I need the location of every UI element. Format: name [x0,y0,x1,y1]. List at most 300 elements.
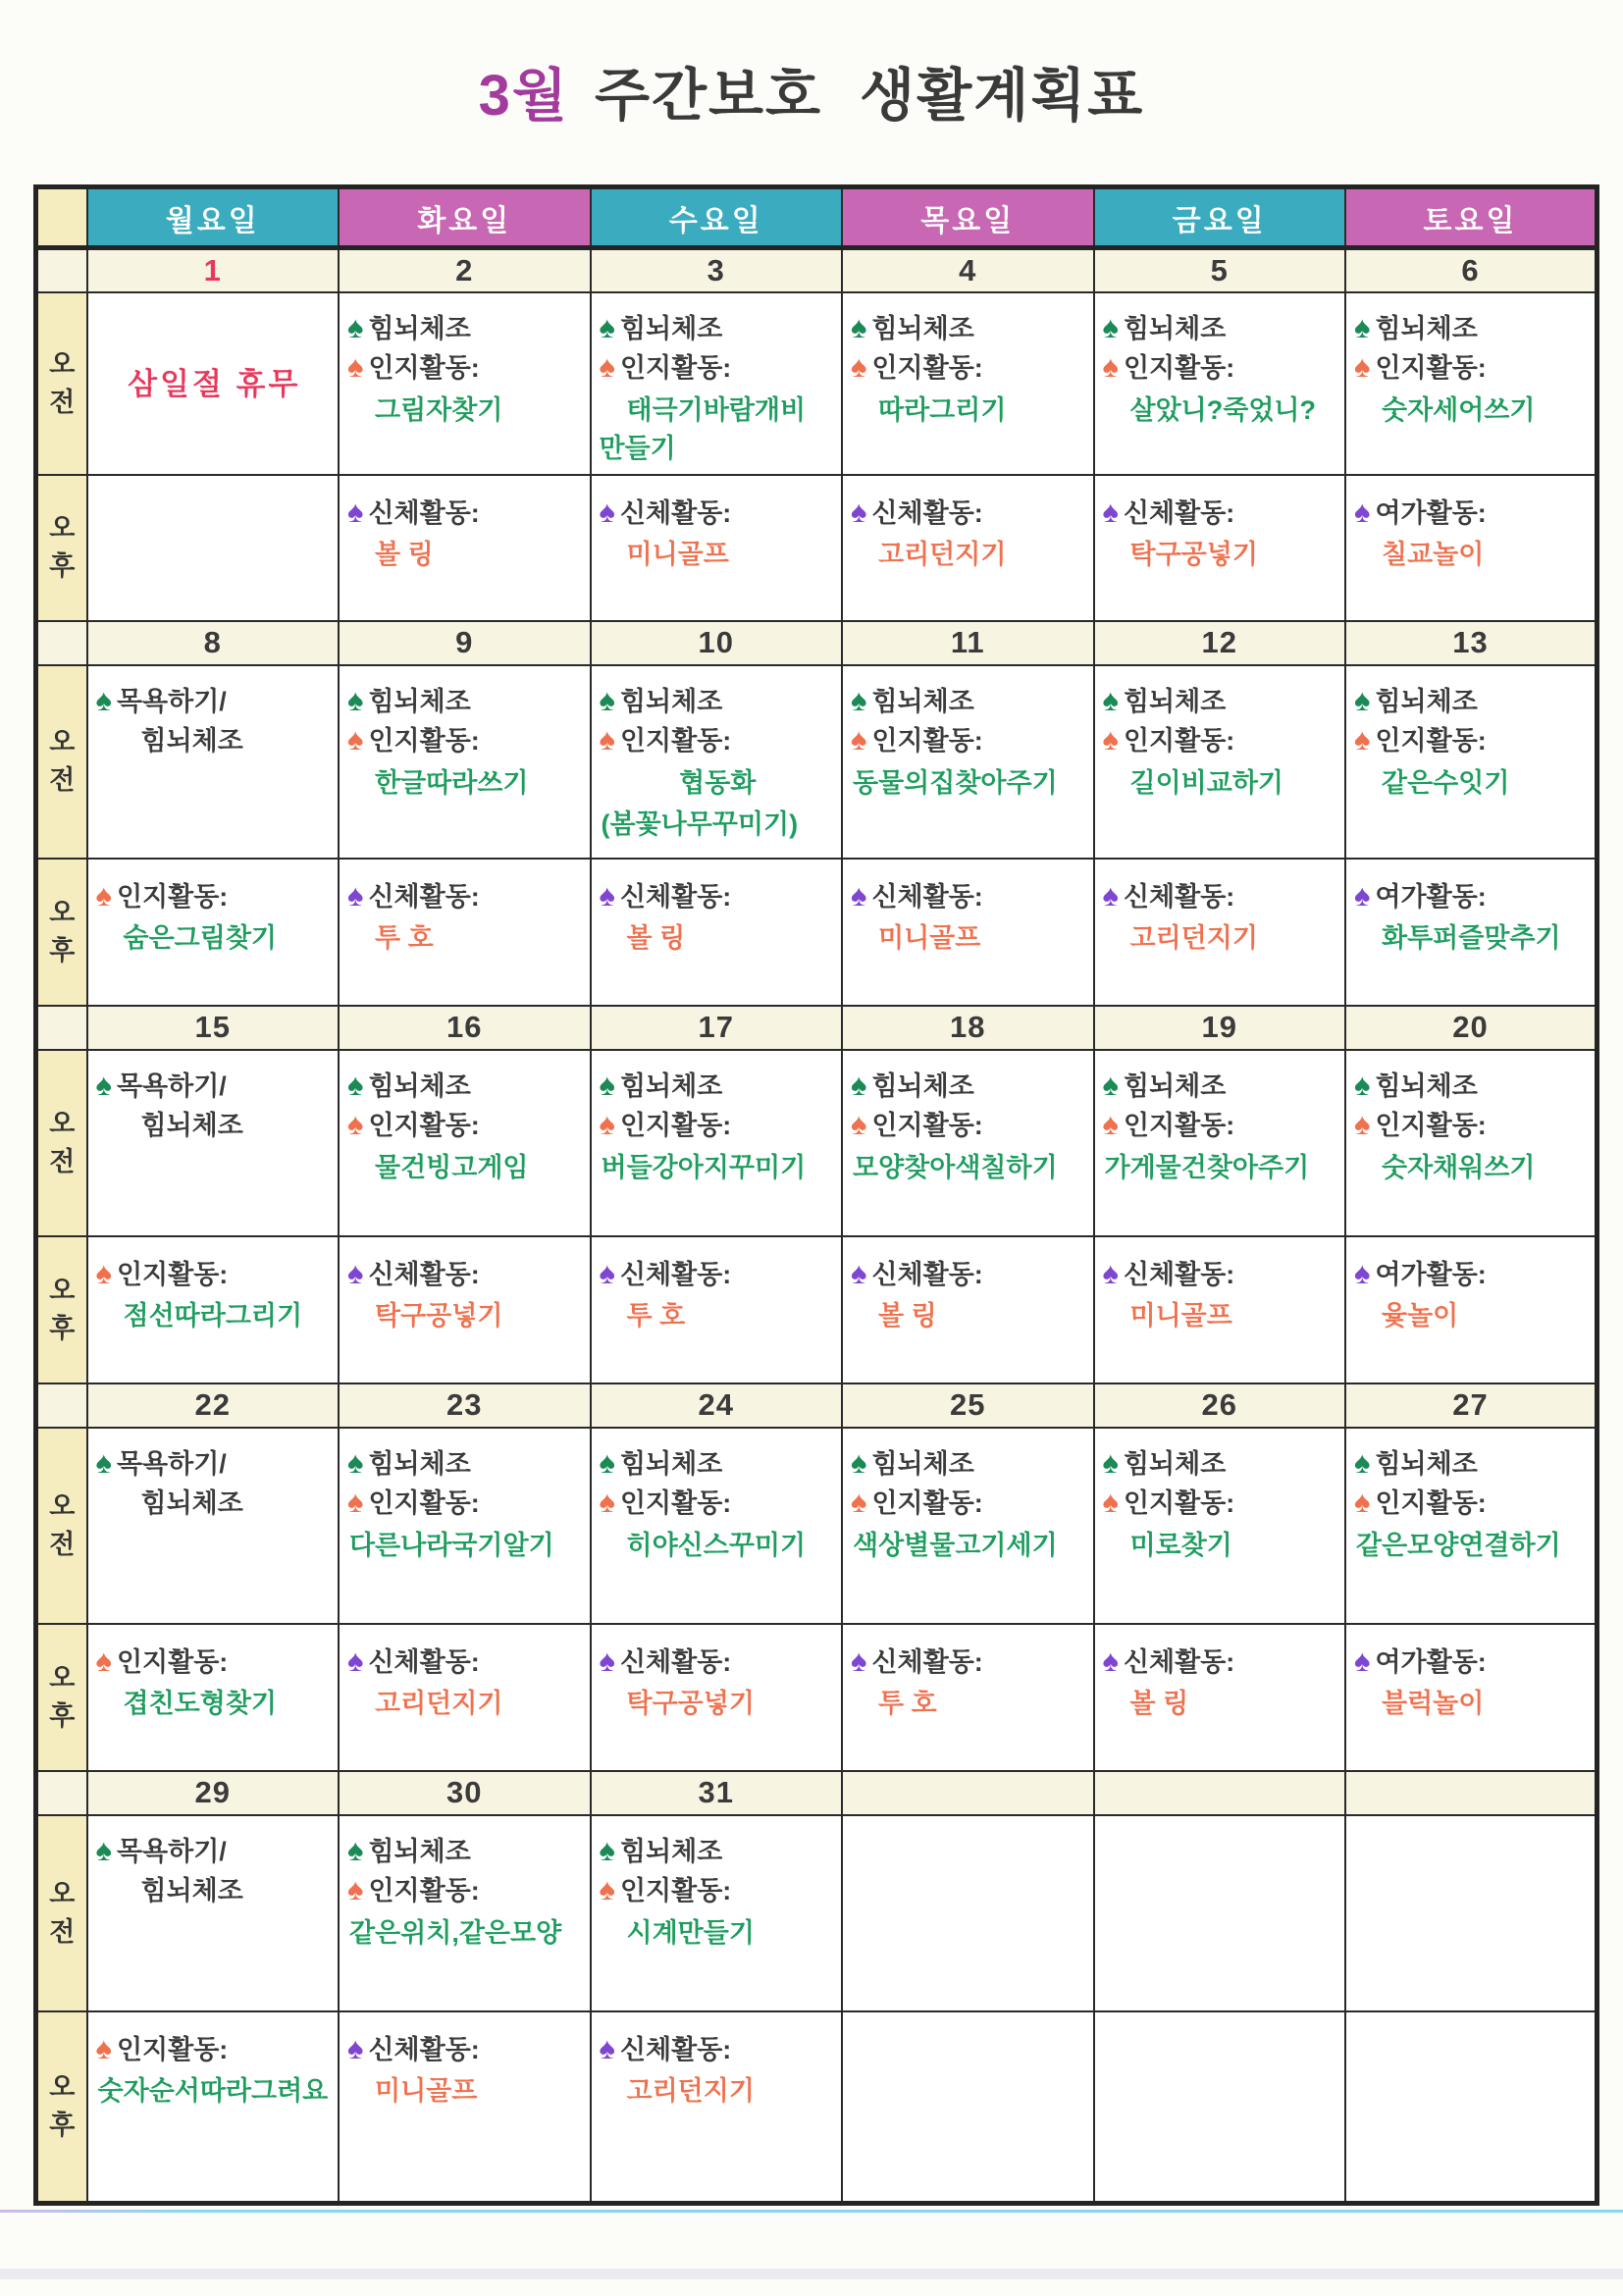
purple-spade-icon: ♠ [1354,1643,1371,1678]
date-cell: 13 [1345,621,1597,665]
date-cell: 30 [339,1771,591,1815]
activity-name: 시계만들기 [626,1917,755,1948]
activity-label: 힘뇌체조 [871,1448,974,1479]
activity-name: 같은모양연결하기 [1356,1530,1561,1560]
activity-label: 인지활동: [116,1259,229,1289]
activity-detail-line [1103,1149,1340,1187]
activity-label: 목욕하기/ [116,1836,227,1866]
day-cell-afternoon [1345,2011,1597,2204]
date-cell: 22 [87,1383,340,1428]
activity-label: 힘뇌체조 [619,313,723,343]
activity-line [851,877,1088,917]
activity-label: 힘뇌체조 [1123,313,1227,343]
orange-spade-icon: ♠ [347,1485,364,1520]
activity-line [347,494,585,534]
purple-spade-icon: ♠ [347,494,364,529]
day-cell-afternoon [87,2011,340,2204]
activity-line [600,1871,837,1911]
green-spade-icon: ♠ [347,1832,364,1867]
date-cell: 29 [87,1771,340,1815]
activity-label: 신체활동: [871,1259,983,1289]
purple-spade-icon: ♠ [851,1255,867,1290]
day-cell-morning [339,665,591,859]
date-cell: 16 [339,1006,591,1050]
day-cell-morning [339,1815,591,2011]
day-cell-morning [339,1050,591,1236]
date-cell: 5 [1094,248,1346,292]
date-row-side-cell [36,1771,87,1815]
date-cell: 4 [842,248,1094,292]
day-cell-afternoon [87,1236,340,1383]
purple-spade-icon: ♠ [1102,494,1119,529]
activity-detail-line [1354,391,1590,430]
date-cell: 10 [591,621,843,665]
orange-spade-icon: ♠ [1354,349,1371,384]
activity-line [1103,1484,1340,1524]
activity-detail-line [1354,1149,1590,1187]
green-spade-icon: ♠ [599,309,615,344]
afternoon-row [36,475,1597,621]
activity-label: 힘뇌체조 [871,686,974,716]
activity-name: 투 호 [626,1301,686,1331]
activity-line [96,877,334,917]
orange-spade-icon: ♠ [1102,349,1119,384]
orange-spade-icon: ♠ [851,722,867,757]
activity-label: 인지활동: [368,1488,480,1519]
day-cell-morning [87,665,340,859]
activity-label: 힘뇌체조 [619,1836,723,1866]
activity-name: 한글따라쓰기 [375,767,529,798]
activity-name: 투 호 [375,923,434,954]
activity-detail-line [347,1527,585,1565]
orange-spade-icon: ♠ [347,1107,364,1142]
date-row [36,1006,1597,1050]
purple-spade-icon: ♠ [1354,494,1371,529]
activity-label: 인지활동: [1375,353,1487,383]
activity-detail-line [851,919,1088,958]
morning-row [36,1428,1597,1624]
date-cell: 27 [1345,1383,1597,1428]
green-spade-icon: ♠ [347,1067,364,1102]
activity-label: 인지활동: [1375,726,1487,757]
activity-name: 칠교놀이 [1382,540,1485,570]
date-cell [842,1771,1094,1815]
activity-detail-line [851,1685,1088,1723]
activity-line [96,2030,334,2070]
activity-name: 볼 링 [1129,1689,1189,1719]
activity-line [96,1832,334,1872]
day-cell-morning [1345,292,1597,475]
date-cell: 24 [591,1383,843,1428]
day-cell-afternoon [1345,1624,1597,1771]
activity-label: 힘뇌체조 [368,313,471,343]
day-cell-morning [842,665,1094,859]
activity-name: 미니골프 [626,540,729,570]
activity-line [600,1643,837,1683]
purple-spade-icon: ♠ [347,1643,364,1678]
period-label-afternoon: 오 후 [36,1236,87,1383]
activity-detail-line [1103,391,1340,430]
activity-label: 힘뇌체조 [1375,686,1478,716]
activity-line [347,721,585,761]
period-label-afternoon: 오 후 [36,1624,87,1771]
activity-line [347,877,585,917]
activity-line [347,1643,585,1683]
activity-line [600,1255,837,1295]
activity-name: 같은위치,같은모양 [349,1917,562,1948]
activity-line [1103,1255,1340,1295]
activity-line [600,2030,837,2070]
activity-detail-line [600,1149,837,1187]
activity-label: 인지활동: [871,1111,983,1141]
day-cell-afternoon [1094,1236,1346,1383]
activity-detail-line [600,919,837,958]
date-cell: 1 [87,248,340,292]
orange-spade-icon: ♠ [347,1872,364,1907]
orange-spade-icon: ♠ [95,2030,112,2065]
activity-label: 여가활동: [1375,881,1487,912]
activity-label: 인지활동: [871,353,983,383]
activity-detail-line [851,764,1088,803]
activity-name: 색상별물고기세기 [853,1530,1058,1560]
activity-line [851,1106,1088,1146]
activity-line [851,1484,1088,1524]
orange-spade-icon: ♠ [599,722,615,757]
purple-spade-icon: ♠ [599,494,615,529]
day-cell-afternoon [1094,475,1346,621]
date-cell: 15 [87,1006,340,1050]
date-row-side-cell [36,621,87,665]
activity-label: 힘뇌체조 [368,1070,471,1101]
activity-label: 인지활동: [368,1111,480,1141]
period-label-morning: 오 전 [36,665,87,859]
activity-name: 같은수잇기 [1382,767,1510,798]
date-cell: 11 [842,621,1094,665]
activity-line [1103,721,1340,761]
day-header-saturday: 토요일 [1345,187,1597,248]
activity-name: 블럭놀이 [1382,1689,1485,1719]
date-row [36,1383,1597,1428]
activity-line [347,1444,585,1485]
activity-line [600,877,837,917]
green-spade-icon: ♠ [851,682,867,717]
day-cell-afternoon [339,1624,591,1771]
activity-line [600,1832,837,1872]
day-cell-afternoon [87,1624,340,1771]
activity-label: 목욕하기/ [116,1070,227,1101]
activity-name: 점선따라그리기 [123,1301,303,1331]
activity-name: 고리던지기 [375,1689,503,1719]
period-label-afternoon: 오 후 [36,2011,87,2204]
activity-line [347,682,585,722]
green-spade-icon: ♠ [1102,1444,1119,1480]
date-row [36,1771,1597,1815]
orange-spade-icon: ♠ [851,349,867,384]
day-cell-morning [87,1050,340,1236]
activity-label: 인지활동: [368,1876,480,1906]
activity-label: 힘뇌체조 [1375,1070,1478,1101]
activity-line [1354,494,1590,534]
day-cell-afternoon [1094,859,1346,1006]
activity-label: 인지활동: [619,726,732,757]
activity-line [1103,494,1340,534]
period-label-afternoon: 오 후 [36,859,87,1006]
activity-line [851,348,1088,389]
day-cell-morning [87,1815,340,2011]
page-title [0,49,1623,131]
day-cell-afternoon [842,475,1094,621]
activity-name: 버들강아지꾸미기 [601,1152,807,1182]
day-cell-morning [1094,1050,1346,1236]
activity-label: 삼일절 휴무 [128,366,301,401]
activity-name: 윷놀이 [1382,1301,1459,1331]
day-cell-afternoon [1345,859,1597,1006]
activity-name: 화투퍼즐맞추기 [1382,923,1561,954]
activity-line [1103,1643,1340,1683]
purple-spade-icon: ♠ [851,877,867,913]
activity-detail-line [96,1685,334,1723]
date-cell: 19 [1094,1006,1346,1050]
schedule-table [33,184,1599,2206]
day-cell-morning [1345,1815,1597,2011]
activity-name: 숨은그림찾기 [123,923,277,954]
purple-spade-icon: ♠ [599,1255,615,1290]
day-cell-afternoon [1345,475,1597,621]
activity-detail-line [1354,1685,1590,1723]
green-spade-icon: ♠ [851,1444,867,1480]
purple-spade-icon: ♠ [599,1643,615,1678]
activity-label: 신체활동: [368,1259,480,1289]
day-cell-afternoon [1094,1624,1346,1771]
activity-line [1103,1444,1340,1485]
orange-spade-icon: ♠ [347,349,364,384]
day-cell-afternoon [842,859,1094,1006]
date-cell [1094,1771,1346,1815]
activity-line [600,1067,837,1107]
activity-line [96,1871,334,1911]
activity-label: 힘뇌체조 [619,1070,723,1101]
purple-spade-icon: ♠ [851,1643,867,1678]
orange-spade-icon: ♠ [95,1255,112,1290]
activity-line [347,1106,585,1146]
date-cell: 31 [591,1771,843,1815]
activity-label: 인지활동: [116,2034,229,2064]
activity-name: 협동화 [679,767,757,798]
activity-line [347,1832,585,1872]
activity-line [1354,348,1590,389]
scan-artifact-blue-line [0,2210,1623,2213]
day-cell-afternoon [339,1236,591,1383]
date-cell: 8 [87,621,340,665]
activity-line [1354,1444,1590,1485]
activity-label: 신체활동: [368,497,480,528]
activity-label: 신체활동: [1123,1646,1235,1677]
activity-label: 신체활동: [619,1259,732,1289]
day-cell-afternoon [1094,2011,1346,2204]
morning-row [36,1815,1597,2011]
day-cell-afternoon [87,475,340,621]
activity-detail-line [600,764,837,803]
green-spade-icon: ♠ [95,1067,112,1102]
activity-line [1354,1106,1590,1146]
activity-line [1354,682,1590,722]
activity-label: 신체활동: [871,1646,983,1677]
activity-name: 고리던지기 [626,2076,755,2107]
orange-spade-icon: ♠ [1354,1485,1371,1520]
activity-detail-line [600,1914,837,1953]
activity-detail-line [347,764,585,803]
activity-label: 힘뇌체조 [1123,1448,1227,1479]
purple-spade-icon: ♠ [1102,1255,1119,1290]
day-cell-morning [339,1428,591,1624]
activity-line [600,348,837,389]
activity-name: 모양찾아색칠하기 [853,1152,1058,1182]
day-cell-morning [591,1815,843,2011]
activity-name: 고리던지기 [878,540,1007,570]
orange-spade-icon: ♠ [1102,1107,1119,1142]
activity-detail-line [347,1914,585,1953]
day-cell-morning [1094,665,1346,859]
activity-line [96,1106,334,1146]
date-cell: 26 [1094,1383,1346,1428]
activity-line [1354,1643,1590,1683]
activity-label: 인지활동: [116,881,229,912]
activity-detail-line [347,1685,585,1723]
activity-name: 물건빙고게임 [375,1152,529,1182]
activity-detail-line [347,919,585,958]
purple-spade-icon: ♠ [1102,1643,1119,1678]
period-label-afternoon: 오 후 [36,475,87,621]
activity-detail-line [1354,919,1590,958]
activity-line [1354,721,1590,761]
day-header-thursday: 목요일 [842,187,1094,248]
date-cell: 6 [1345,248,1597,292]
activity-label: 신체활동: [619,1646,732,1677]
date-cell: 25 [842,1383,1094,1428]
day-cell-morning [87,1428,340,1624]
activity-detail-line [347,536,585,574]
orange-spade-icon: ♠ [599,1872,615,1907]
purple-spade-icon: ♠ [347,2030,364,2065]
date-cell: 9 [339,621,591,665]
orange-spade-icon: ♠ [347,722,364,757]
activity-label: 인지활동: [368,726,480,757]
period-label-morning: 오 전 [36,292,87,475]
activity-label: 신체활동: [619,2034,732,2064]
green-spade-icon: ♠ [599,1067,615,1102]
green-spade-icon: ♠ [347,1444,364,1480]
activity-line [347,1255,585,1295]
activity-detail-line [600,391,837,468]
day-cell-morning [591,1050,843,1236]
activity-detail-line [600,1527,837,1565]
activity-line [96,1444,334,1485]
day-cell-morning [591,292,843,475]
activity-name: 다른나라국기알기 [349,1530,554,1560]
date-cell: 20 [1345,1006,1597,1050]
day-cell-morning [591,1428,843,1624]
activity-detail-line [1103,764,1340,803]
activity-line [347,1484,585,1524]
day-cell-afternoon [842,1624,1094,1771]
morning-row [36,292,1597,475]
activity-detail-line [96,919,334,958]
activity-label: 힘뇌체조 [1375,313,1478,343]
green-spade-icon: ♠ [1354,309,1371,344]
activity-line [1354,1067,1590,1107]
activity-name: 태극기바람개비 만들기 [599,394,807,463]
activity-line [851,1643,1088,1683]
day-cell-morning [1094,1815,1346,2011]
purple-spade-icon: ♠ [599,877,615,913]
activity-name: 고리던지기 [1129,923,1258,954]
activity-name: 동물의집찾아주기 [853,767,1058,798]
green-spade-icon: ♠ [1102,682,1119,717]
day-cell-afternoon [1345,1236,1597,1383]
activity-line [347,1067,585,1107]
activity-label: 힘뇌체조 [1123,686,1227,716]
activity-detail-line [96,1297,334,1335]
day-cell-morning [842,292,1094,475]
activity-name: 겹친도형찾기 [123,1689,277,1719]
activity-line [851,1067,1088,1107]
activity-detail-line [1103,1527,1340,1565]
activity-label: 힘뇌체조 [871,1070,974,1101]
activity-detail-line [600,536,837,574]
activity-line [851,494,1088,534]
day-cell-morning [1345,1428,1597,1624]
activity-line [96,362,334,408]
activity-name: 숫자세어쓰기 [1382,394,1536,425]
activity-name: 미니골프 [1129,1301,1232,1331]
activity-line [851,721,1088,761]
green-spade-icon: ♠ [599,682,615,717]
activity-label: 힘뇌체조 [1123,1070,1227,1101]
activity-line [1354,1484,1590,1524]
activity-line [96,721,334,761]
green-spade-icon: ♠ [599,1832,615,1867]
activity-detail-line [347,1149,585,1187]
activity-line [600,1444,837,1485]
activity-name: 숫자순서따라그려요 [97,2076,329,2107]
activity-label: 여가활동: [1375,1259,1487,1289]
purple-spade-icon: ♠ [347,877,364,913]
activity-line [347,348,585,389]
activity-label: 신체활동: [871,881,983,912]
date-cell: 17 [591,1006,843,1050]
activity-line [851,682,1088,722]
activity-detail-line [1103,919,1340,958]
day-cell-afternoon [591,859,843,1006]
day-cell-afternoon [339,2011,591,2204]
day-cell-morning [842,1050,1094,1236]
activity-line [96,1643,334,1683]
activity-line [347,2030,585,2070]
activity-name: 미니골프 [375,2076,478,2107]
afternoon-row [36,859,1597,1006]
activity-name: 미니골프 [878,923,981,954]
green-spade-icon: ♠ [95,1444,112,1480]
day-cell-morning [842,1428,1094,1624]
activity-label: 목욕하기/ [116,1448,227,1479]
date-row [36,621,1597,665]
date-row-side-cell [36,1383,87,1428]
green-spade-icon: ♠ [599,1444,615,1480]
date-cell: 3 [591,248,843,292]
activity-name: 투 호 [878,1689,937,1719]
activity-label: 목욕하기/ [116,686,227,716]
activity-line [1103,1067,1340,1107]
